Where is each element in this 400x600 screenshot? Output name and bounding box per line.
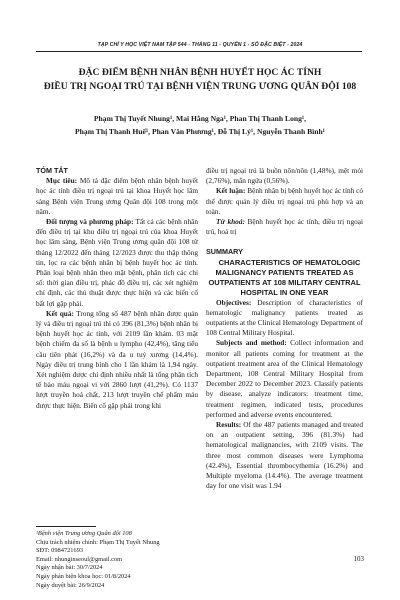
results-label: Kết quả: bbox=[46, 308, 74, 318]
results-text: Trong tổng số 487 bệnh nhân được quản lý và điều trị ngoại trú thì có 396 (81,3%) bệnh nhân bị bệnh huyết học ác tính, với 2109 lần khám. 03 mặt bệnh chiếm đa số là bệnh u lympho (42,4%), tăng tiểu cầu tiên phát (16,2%) và đa u tuỷ xương (14,4%). Ngày điều trị trung bình cho 1 lần khám là 1,94 ngày. Xét nghiệm được chỉ định nhiều nhất là tổng phân tích tế bào máu ngoại vi với 2860 lượt (41,2%). Có 1137 lượt truyền hoá chất, 213 lượt truyền chế phẩm máu được thực hiện. Biến cố gặp phải trong khi bbox=[36, 308, 198, 410]
abstract-conclusion bbox=[206, 186, 363, 217]
abstract-methods bbox=[36, 217, 198, 309]
article-title bbox=[30, 66, 370, 94]
author-list bbox=[40, 112, 360, 138]
page-number: 103 bbox=[353, 555, 364, 563]
conclusion-text: Bệnh nhân bị bệnh huyết học ác tính có thể được quản lý điều trị ngoại trú phù hợp và an toàn. bbox=[206, 186, 364, 216]
en-methods-text: Collect information and monitor all patients coming for treatment at the outpatient treatment area of the Clinical Hematology Department, 108 Central Military Hospital from December 2022 to December 2023. Classify patients by disease, analyze indicators: treatment time, treatment regimen, indicated tests, procedures performed and adverse events encountered. bbox=[206, 338, 363, 419]
summary-heading: SUMMARY bbox=[206, 247, 243, 257]
title-line-2: ĐIỀU TRỊ NGOẠI TRÚ TẠI BỆNH VIỆN TRUNG ƯƠNG QUÂN ĐỘI 108 bbox=[43, 81, 357, 92]
objectives-label: Mục tiêu: bbox=[46, 176, 78, 186]
footnote bbox=[36, 530, 201, 590]
en-objectives-label: Objectives: bbox=[216, 297, 252, 307]
conclusion-label: Kết luận: bbox=[216, 186, 246, 196]
keywords-label: Từ khoá: bbox=[216, 217, 245, 227]
authors-line-1: Phạm Thị Tuyết Nhung¹, Mai Hằng Nga¹, Phan Thị Thanh Long¹, bbox=[93, 114, 307, 123]
methods-label: Đối tượng và phương pháp: bbox=[46, 217, 134, 227]
footnote-affiliation: ¹Bệnh viện Trung ương Quân đội 108 bbox=[36, 530, 132, 537]
summary-results bbox=[206, 420, 363, 491]
journal-header: TẠP CHÍ Y HỌC VIỆT NAM TẬP 544 - THÁNG 11 - QUYỂN 1 - SỐ ĐẶC BIỆT - 2024 bbox=[97, 42, 303, 48]
left-column bbox=[36, 166, 198, 411]
summary-objectives bbox=[206, 298, 363, 339]
abstract-results-cont: điều trị ngoại trú là buồn nôn/nôn (1,48%), mệt mỏi (2,76%), mẩn ngứa (0,56%). bbox=[206, 166, 363, 186]
footnote-rule bbox=[36, 526, 96, 527]
footnote-reviewed: Ngày phản biện khoa học: 01/8/2024 bbox=[36, 572, 131, 580]
abstract-objectives bbox=[36, 176, 198, 217]
english-title: CHARACTERISTICS OF HEMATOLOGIC MALIGNANCY PATIENTS TREATED AS OUTPATIENTS AT 108 MILITARY CENTRAL HOSPITAL IN ONE YEAR bbox=[208, 257, 361, 297]
keywords-text: Bệnh huyết học ác tính, điều trị ngoại trú, hoá trị bbox=[206, 217, 364, 237]
abstract-results bbox=[36, 309, 198, 411]
authors-line-2: Phạm Thị Thanh Huế¹, Phan Văn Phương¹, Đỗ Thị Lý¹, Nguyễn Thanh Bình¹ bbox=[75, 127, 325, 136]
title-line-1: ĐẶC ĐIỂM BỆNH NHÂN BỆNH HUYẾT HỌC ÁC TÍNH bbox=[78, 67, 322, 78]
right-column bbox=[206, 166, 363, 491]
summary-methods bbox=[206, 338, 363, 420]
header-rule bbox=[36, 51, 362, 52]
footnote-received: Ngày nhận bài: 30/7/2024 bbox=[36, 564, 103, 572]
en-objectives-text: Description of characteristics of hematologic malignancy patients treated as outpatients at the Clinical Hematology Department of 108 Central Military Hospital. bbox=[206, 297, 363, 338]
en-methods-label: Subjects and method: bbox=[216, 338, 287, 348]
footnote-email: Email: nhunginseoul@gmail.com bbox=[36, 555, 123, 563]
methods-text: Tất cả các bệnh nhân đến điều trị tại khu điều trị ngoại trú của khoa Huyết học lâm sàng, Bệnh viện Trung ương quân đội 108 từ tháng 12/2022 đến tháng 12/2023 được thu thập thông tin, lọc ra các bệnh nhân bị bệnh huyết học ác tính. Phân loại bệnh nhân theo mặt bệnh, phân tích các chỉ số: thời gian điều trị, phác đồ điều trị, các xét nghiệm chỉ định, các thủ thuật được thực hiện và các biến cố bất lợi gặp phải. bbox=[36, 217, 199, 308]
abstract-heading: TÓM TẮT bbox=[36, 166, 68, 175]
footnote-responsible: Chịu trách nhiệm chính: Phạm Thị Tuyết Nhung bbox=[36, 538, 160, 546]
footnote-accepted: Ngày duyệt bài: 26/9/2024 bbox=[36, 581, 105, 589]
objectives-text: Mô tả đặc điểm bệnh nhân bệnh huyết học ác tính điều trị ngoại trú tại khoa Huyết học lâm sàng Bệnh viện Trung ương Quân đội 108 trong một năm. bbox=[36, 176, 198, 216]
en-results-text: Of the 487 patients managed and treated on an outpatient setting, 396 (81.3%) had hematological malignancies, with 2109 visits. The three most common diseases were Lymphoma (42.4%), Essential thrombocythemia (16.2%) and Multiple myeloma (14.4%). The average treatment day for one visit was 1.94 bbox=[206, 420, 363, 491]
footnote-phone: SĐT: 0984721693 bbox=[36, 547, 84, 555]
en-results-label: Results: bbox=[216, 420, 242, 430]
abstract-keywords bbox=[206, 217, 363, 237]
